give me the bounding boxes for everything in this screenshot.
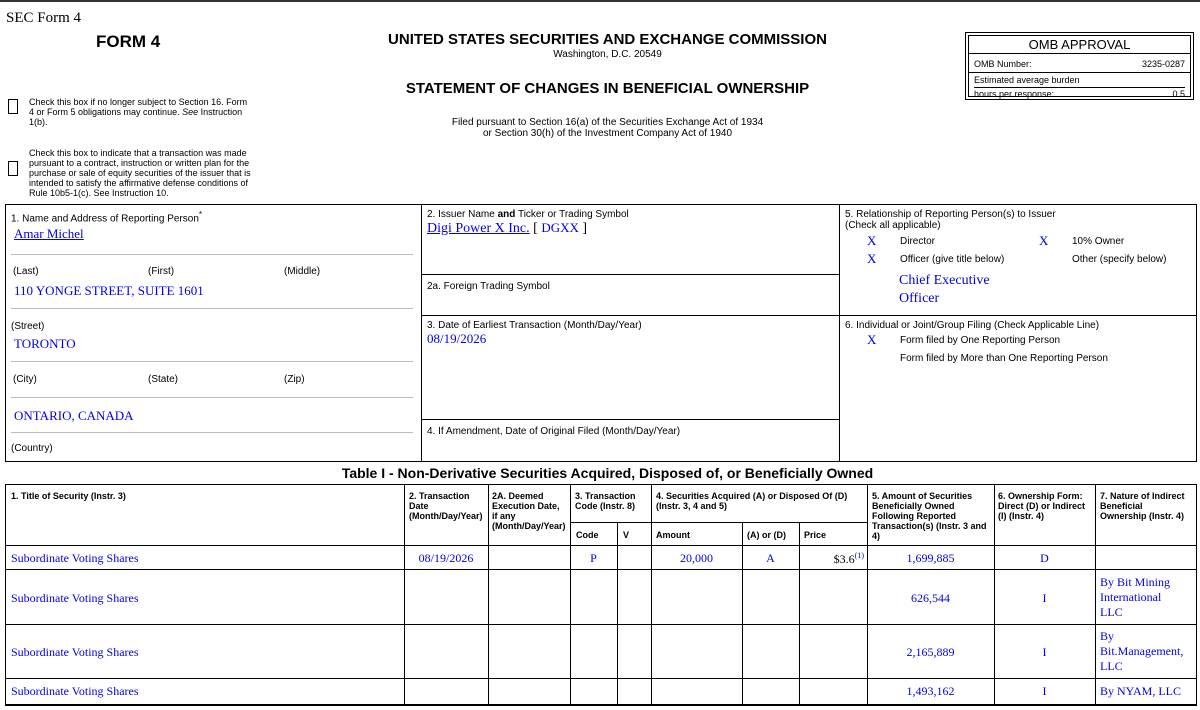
filed-pursuant	[340, 117, 875, 139]
th-securities: 4. Securities Acquired (A) or Disposed Of (D) (Instr. 3, 4 and 5)	[656, 491, 848, 511]
street-rule	[11, 308, 413, 309]
th-form: 6. Ownership Form: Direct (D) or Indirect (I) (Instr. 4)	[998, 491, 1086, 521]
th-amount: Amount	[656, 530, 690, 540]
th-ad: (A) or (D)	[747, 530, 786, 540]
street-label: (Street)	[11, 321, 45, 332]
section16-line-3: 1(b).	[29, 117, 48, 127]
th-code: 3. Transaction Code (Instr. 8)	[575, 491, 636, 511]
row1-title: Subordinate Voting Shares	[11, 591, 139, 605]
divider-issuer-3	[421, 419, 839, 420]
row0-price: $3.6$^{(1)}$	[833, 551, 864, 566]
name-rule	[11, 254, 413, 255]
row3-nature: By NYAM, LLC	[1100, 684, 1182, 698]
rule-line-5: Rule 10b5-1(c). See Instruction 10.	[29, 188, 169, 198]
row2-nature: By Bit.Management, LLC	[1100, 629, 1184, 673]
state-label: (State)	[148, 374, 179, 385]
omb-number-value: 3235-0287	[1141, 59, 1185, 69]
omb-burden-label-2: hours per response:	[974, 89, 1055, 99]
rule10b5-text	[29, 148, 264, 198]
filing-more-label: Form filed by More than One Reporting Person	[900, 353, 1108, 364]
first-label: (First)	[148, 266, 175, 277]
row3-form: I	[1042, 684, 1047, 698]
issuer-name-row	[427, 220, 587, 237]
issuer-label: 2. Issuer Name and Ticker or Trading Symbol	[427, 209, 629, 220]
rule-line-3: purchase or sale of equity securities of the issuer that is	[29, 168, 251, 178]
reporting-section	[5, 204, 1197, 462]
row3-title: Subordinate Voting Shares	[11, 684, 139, 698]
middle-label: (Middle)	[284, 266, 321, 277]
top-rule	[0, 0, 1200, 2]
row2-form: I	[1042, 645, 1047, 659]
th-v-sub: V	[623, 530, 630, 540]
reporting-person-label: 1. Name and Address of Reporting Person*	[11, 210, 203, 225]
row1-nature: By Bit Mining International LLC	[1100, 575, 1171, 619]
section16-checkbox[interactable]	[8, 99, 18, 114]
row0-title: Subordinate Voting Shares	[11, 551, 139, 565]
header-bottom-line	[5, 545, 1197, 546]
th-deemed: 2A. Deemed Execution Date, if any (Month/Day/Year)	[492, 491, 566, 531]
table1-title: Table I - Non-Derivative Securities Acquired, Disposed of, or Beneficially Owned	[341, 465, 874, 481]
country-rule	[11, 432, 413, 433]
row0-date: 08/19/2026	[418, 551, 474, 565]
divider-issuer-1	[421, 274, 839, 275]
zip-rule	[11, 397, 413, 398]
row0-form: D	[1040, 551, 1049, 565]
director-label: Director	[900, 236, 936, 247]
omb-number-row	[974, 59, 1185, 69]
th-nature: 7. Nature of Indirect Beneficial Ownership (Instr. 4)	[1100, 491, 1185, 521]
divider-issuer-2	[421, 315, 839, 316]
ten-pct-label: 10% Owner	[1072, 236, 1125, 247]
row3-owned: 1,493,162	[906, 684, 955, 698]
foreign-symbol-label: 2a. Foreign Trading Symbol	[427, 281, 550, 292]
section16-line-1: Check this box if no longer subject to Section 16. Form	[29, 97, 248, 107]
section16-text	[29, 97, 259, 127]
earliest-date-label: 3. Date of Earliest Transaction (Month/Day/Year)	[427, 320, 642, 331]
th-date: 2. Transaction Date (Month/Day/Year)	[409, 491, 483, 521]
filed-line-1: Filed pursuant to Section 16(a) of the Securities Exchange Act of 1934	[451, 117, 764, 128]
row-line-1	[5, 569, 1197, 570]
divider-1	[421, 204, 422, 462]
officer-x: X	[867, 251, 877, 266]
col-line-1	[404, 484, 405, 706]
row2-owned: 2,165,889	[906, 645, 955, 659]
row-line-2	[5, 624, 1197, 625]
divider-rel	[839, 315, 1197, 316]
row0-code: P	[590, 551, 597, 565]
director-x: X	[867, 233, 877, 248]
filing-one-label: Form filed by One Reporting Person	[900, 335, 1061, 346]
rule-line-1: Check this box to indicate that a transaction was made	[29, 148, 247, 158]
zip-label: (Zip)	[284, 374, 305, 385]
row2-title: Subordinate Voting Shares	[11, 645, 139, 659]
th-code-sub: Code	[576, 530, 599, 540]
col-line-3	[570, 484, 571, 706]
th-price: Price	[804, 530, 827, 540]
agency-title: UNITED STATES SECURITIES AND EXCHANGE COMMISSION	[388, 31, 827, 48]
th-owned: 5. Amount of Securities Beneficially Owned Following Reported Transaction(s) (Instr. 3 and 4)	[872, 491, 987, 541]
divider-2	[839, 204, 840, 462]
rule-line-2: pursuant to a contract, instruction or written plan for the	[29, 158, 250, 168]
omb-burden-value: 0.5	[1172, 89, 1185, 99]
filed-line-2: or Section 30(h) of the Investment Company Act of 1940	[482, 128, 733, 139]
omb-number-label: OMB Number:	[974, 59, 1032, 69]
filing-one-x: X	[867, 332, 877, 347]
rule10b5-checkbox[interactable]	[8, 161, 18, 176]
city-label: (City)	[13, 374, 37, 385]
country-label: (Country)	[11, 443, 53, 454]
subhead-line	[570, 522, 867, 523]
bracket-open: [	[533, 221, 538, 236]
last-label: (Last)	[13, 266, 39, 277]
sec-form-title: SEC Form 4	[6, 10, 82, 26]
ten-pct-x: X	[1039, 233, 1049, 248]
omb-burden-row	[969, 72, 1190, 99]
omb-approval-box	[965, 32, 1194, 100]
col-line-2	[488, 484, 489, 706]
rule-line-4: intended to satisfy the affirmative defense conditions of	[29, 178, 248, 188]
country-value: ONTARIO, CANADA	[14, 408, 134, 423]
ticker: DGXX	[541, 220, 579, 235]
col-line-7	[1095, 484, 1096, 706]
form-name: FORM 4	[96, 32, 161, 51]
officer-label: Officer (give title below)	[900, 254, 1005, 265]
row1-form: I	[1042, 591, 1047, 605]
relationship-label: 5. Relationship of Reporting Person(s) to Issuer (Check all applicable)	[845, 209, 1056, 231]
section16-line-2: 4 or Form 5 obligations may continue. See Instruction	[29, 107, 243, 117]
agency-address: Washington, D.C. 20549	[553, 49, 662, 60]
statement-title: STATEMENT OF CHANGES IN BENEFICIAL OWNERSHIP	[405, 80, 810, 97]
officer-title: Chief Executive Officer	[899, 273, 990, 306]
row0-amount: 20,000	[680, 551, 713, 565]
street-value: 110 YONGE STREET, SUITE 1601	[14, 283, 204, 298]
row-line-3	[5, 678, 1197, 679]
row-line-4	[5, 704, 1197, 705]
amendment-label: 4. If Amendment, Date of Original Filed (Month/Day/Year)	[427, 426, 681, 437]
col-line-4	[651, 484, 652, 706]
reporting-person-name[interactable]: Amar Michel	[14, 226, 84, 241]
earliest-date-value: 08/19/2026	[427, 331, 487, 346]
row0-owned: 1,699,885	[906, 551, 955, 565]
issuer-name-link[interactable]: Digi Power X Inc.	[427, 221, 530, 236]
row0-ad: A	[766, 551, 775, 565]
th-title: 1. Title of Security (Instr. 3)	[11, 491, 126, 501]
other-label: Other (specify below)	[1072, 254, 1167, 265]
omb-burden-label-1: Estimated average burden	[974, 75, 1080, 85]
bracket-close: ]	[582, 221, 588, 236]
city-rule	[11, 361, 413, 362]
omb-title: OMB APPROVAL	[969, 36, 1190, 54]
filing-label: 6. Individual or Joint/Group Filing (Check Applicable Line)	[845, 320, 1100, 331]
city-value: TORONTO	[14, 336, 76, 351]
row1-owned: 626,544	[911, 591, 950, 605]
